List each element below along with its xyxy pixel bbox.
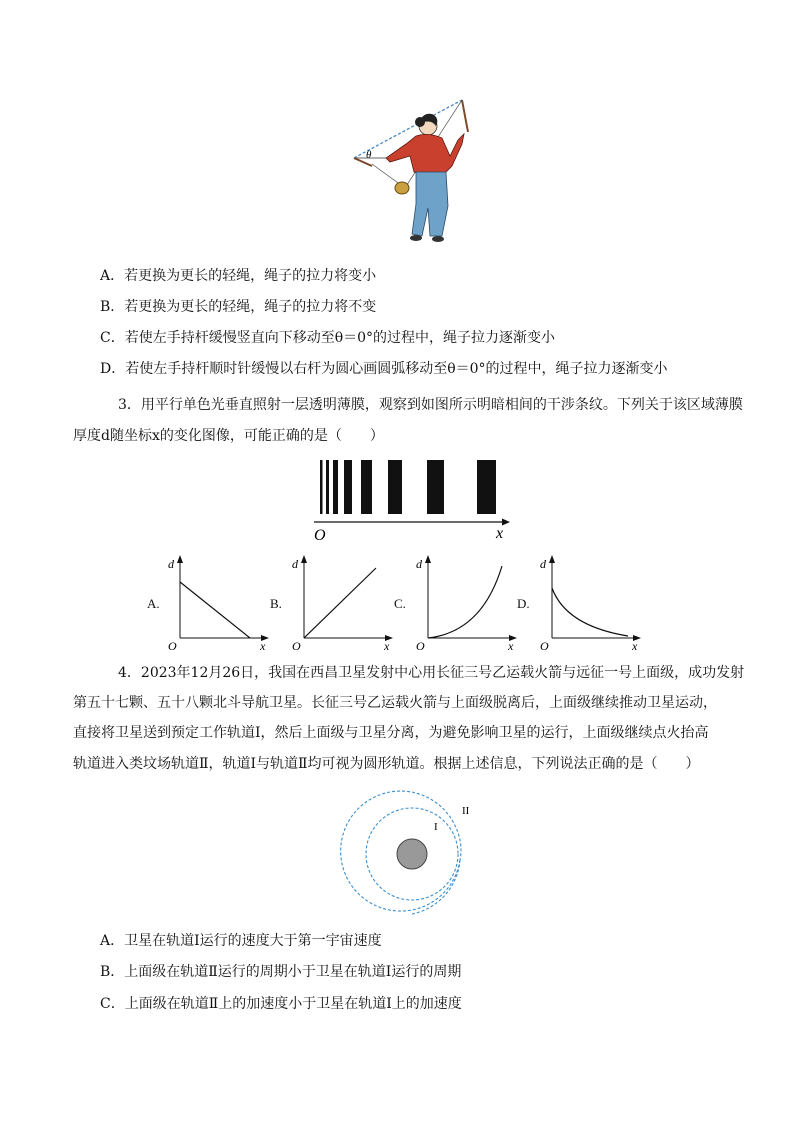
svg-text:O: O [292,639,301,652]
q2-option-d: D．若使左手持杆顺时针缓慢以右杆为圆心画圆弧移动至θ＝0°的过程中，绳子拉力逐渐变小 [100,361,668,377]
fringe-figure [300,452,520,544]
q4-option-b: B．上面级在轨道Ⅱ运行的周期小于卫星在轨道Ⅰ运行的周期 [100,964,462,980]
q3-stem-line-2: 厚度d随坐标x的变化图像，可能正确的是（ ） [73,428,384,444]
svg-text:O: O [540,639,549,652]
svg-text:O: O [168,639,177,652]
q3-graph-a [164,552,274,652]
q3-graph-d [536,552,646,652]
q3-graph-c-letter: C. [394,596,406,611]
svg-text:x: x [632,639,638,652]
orbit-label-i: I [434,821,438,833]
svg-text:d: d [168,557,174,571]
q4-stem-line-3: 直接将卫星送到预定工作轨道Ⅰ，然后上面级与卫星分离，为避免影响卫星的运行，上面级继续点火抬高 [73,725,709,741]
q3-graph-d-letter: D. [517,596,530,611]
svg-text:d: d [292,557,298,571]
q4-option-c: C．上面级在轨道Ⅱ上的加速度小于卫星在轨道Ⅰ上的加速度 [100,996,462,1012]
svg-text:d: d [540,557,546,571]
svg-text:x: x [508,639,514,652]
q4-option-a: A．卫星在轨道Ⅰ运行的速度大于第一宇宙速度 [100,933,382,949]
svg-text:d: d [416,557,422,571]
q3-graph-c [412,552,522,652]
angle-label: θ [366,149,372,161]
q3-graph-b-letter: B. [270,596,282,611]
fringe-origin-label: O [314,527,326,544]
q3-stem-line-1: 3．用平行单色光垂直照射一层透明薄膜，观察到如图所示明暗相间的干涉条纹。下列关于该区域薄膜 [118,397,743,413]
q4-stem-line-1: 4．2023年12月26日，我国在西昌卫星发射中心用长征三号乙运载火箭与远征一号上面级，成功发射 [118,665,745,681]
svg-text:O: O [416,639,425,652]
q3-graph-b [288,552,398,652]
orbit-label-ii: II [462,805,470,817]
q2-option-b: B．若更换为更长的轻绳，绳子的拉力将不变 [100,299,377,315]
diabolo-figure [350,96,480,256]
fringe-axis-label: x [496,525,504,542]
q4-stem-line-2: 第五十七颗、五十八颗北斗导航卫星。长征三号乙运载火箭与上面级脱离后，上面级继续推动卫星运动， [73,695,717,711]
fringe-bars [320,460,496,514]
q2-option-a: A．若更换为更长的轻绳，绳子的拉力将变小 [100,268,377,284]
svg-text:x: x [260,639,266,652]
q3-graph-a-letter: A. [147,596,160,611]
svg-text:x: x [384,639,390,652]
q2-option-c: C．若使左手持杆缓慢竖直向下移动至θ＝0°的过程中，绳子拉力逐渐变小 [100,330,556,346]
orbit-figure [340,790,490,920]
q4-stem-line-4: 轨道进入类坟场轨道Ⅱ，轨道Ⅰ与轨道Ⅱ均可视为圆形轨道。根据上述信息，下列说法正确的是（ ） [73,756,700,772]
